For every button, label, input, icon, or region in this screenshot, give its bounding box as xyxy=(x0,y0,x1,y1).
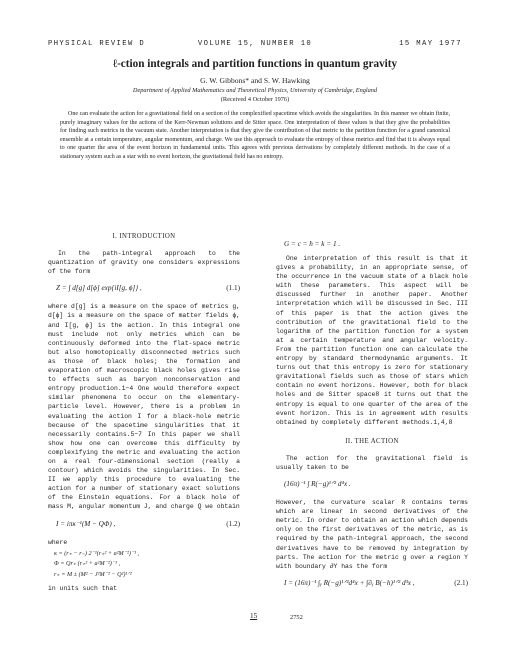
equation-2-1-number: (2.1) xyxy=(454,578,468,587)
interpretation-paragraph: One interpretation of this result is that it gives a probability, in an appropriate sense, of the occurrence in the vacuum state of a black hole with these parameters. This aspect will be discussed further in another paper. Another interpretation which will be discussed in Sec. III of this paper is that the action gives the contribution of the gravitational field to the logarithm of the partition function for a system at a certain temperature and angular velocity. From the partition function one can calculate the entropy by standard thermodynamic arguments. It turns out that this entropy is zero for stationary gravitational fields such as those of stars which contain no event horizons. However, both for black holes and de Sitter space8 it turns out that the entropy is equal to one quarter of the area of the event horizon. This is in agreement with results obtained by completely different methods.1,4,8 xyxy=(276,255,468,426)
paper-title: ℓ-ction integrals and partition functions in quantum gravity xyxy=(112,58,398,70)
phi-definition: Φ = Qr₊ (r₊² + a²M⁻²)⁻¹ , xyxy=(54,560,121,568)
section-heading-introduction: I. INTRODUCTION xyxy=(112,233,176,240)
equation-1-2 xyxy=(48,517,240,533)
kappa-definition: κ = (r₊ − r₋) 2⁻¹(r₊² + a²M⁻²)⁻¹ , xyxy=(54,549,140,557)
action-paragraph-2: However, the curvature scalar R contains terms which are linear in second derivatives of the metric. In order to obtain an action which depends only on the first derivatives of the metric, as is required by the path-integral approach, the second derivatives have to be removed by integration by parts. The action for the metric g over a region Y with boundary ∂Y has the form xyxy=(276,499,468,570)
intro-paragraph-2: where d[g] is a measure on the space of metrics g, d[ϕ] is a measure on the space of matter fields ϕ, and I[g, ϕ] is the action. In this integral one must include not only metrics which can be continuously deformed into the flat-space metric but also homotopically disconnected metrics such as those of black holes; the formation and evaporation of macroscopic black holes gives rise to effects such as baryon nonconservation and entropy production.1−4 One would therefore expect similar phenomena to occur on the elementary-particle level. However, there is a problem in evaluating the action I for a black-hole metric because of the spacetime singularities that it necessarily contains.5−7 In this paper we shall show how one can overcome this difficulty by complexifying the metric and evaluating the action on a real four-dimensional section (really a contour) which avoids the singularities. In Sec. II we apply this procedure to evaluating the action for a number of stationary exact solutions of the Einstein equations. For a black hole of mass M, angular momentum J, and charge Q we obtain xyxy=(48,303,240,511)
radius-definition: r₊ = M ± (M² − J²M⁻² − Q²)¹ᐟ² xyxy=(54,570,132,578)
equation-1-1-number: (1.1) xyxy=(226,284,240,293)
where-label: where xyxy=(48,538,68,546)
right-column xyxy=(276,232,468,597)
left-column xyxy=(48,232,240,594)
volume-number: VOLUME 15, NUMBER 10 xyxy=(197,40,313,48)
equation-1-2-body: I = iπκ⁻¹(M − QΦ) , xyxy=(56,519,116,528)
page-number: 2752 xyxy=(290,614,303,621)
issue-date: 15 MAY 1977 xyxy=(399,40,462,48)
equation-1-1-body: Z = ∫ d[g] d[ϕ] exp{iI[g, ϕ]} , xyxy=(56,284,142,293)
units-text: in units such that xyxy=(48,585,118,593)
equation-2-1 xyxy=(276,576,468,592)
received-date: (Received 4 October 1976) xyxy=(220,96,290,103)
action-equation xyxy=(276,477,468,493)
units-equation xyxy=(276,237,468,249)
action-paragraph-1: The action for the gravitational field is usually taken to be xyxy=(276,454,468,471)
issue-number: 15 xyxy=(250,612,258,620)
journal-name: PHYSICAL REVIEW D xyxy=(48,40,146,48)
units-equation-body: G = c = ħ = k = 1 . xyxy=(284,240,341,248)
equation-1-2-number: (1.2) xyxy=(226,519,240,528)
running-header xyxy=(48,40,462,52)
authors: G. W. Gibbons* and S. W. Hawking xyxy=(200,76,310,85)
equation-2-1-body: I = (16π)⁻¹ ∫ᵧ R(−g)¹ᐟ²d⁴x + ∫∂ᵧ B(−h)¹ᐟ² d³x , xyxy=(284,578,415,587)
action-equation-body: (16π)⁻¹ ∫ R(−g)¹ᐟ² d⁴x . xyxy=(284,480,351,489)
affiliation: Department of Applied Mathematics and Theoretical Physics, University of Cambridge, England xyxy=(132,87,378,94)
abstract: One can evaluate the action for a gravitational field on a section of the complexified spacetime which avoids the singularities. In this manner we obtain finite, purely imaginary values for the actions of the Kerr-Newman solutions and de Sitter space. One interpretation of these values is that they give the probabilities for finding such metrics in the vacuum state. Another interpretation is that they give the contribution of that metric to the partition function for a grand canonical ensemble at a certain temperature, angular momentum, and charge. We use this approach to evaluate the entropy of these metrics and find that it is always equal to one quarter the area of the event horizon in fundamental units. This agrees with previous derivations by completely different methods. In the case of a stationary system such as a star with no event horizon, the gravitational field has no entropy. xyxy=(60,111,450,160)
intro-paragraph-1: In the path-integral approach to the quantization of gravity one considers expressions of the form xyxy=(48,250,240,276)
kerr-definitions xyxy=(54,549,240,581)
section-heading-action: II. THE ACTION xyxy=(345,437,399,445)
equation-1-1 xyxy=(48,281,240,297)
